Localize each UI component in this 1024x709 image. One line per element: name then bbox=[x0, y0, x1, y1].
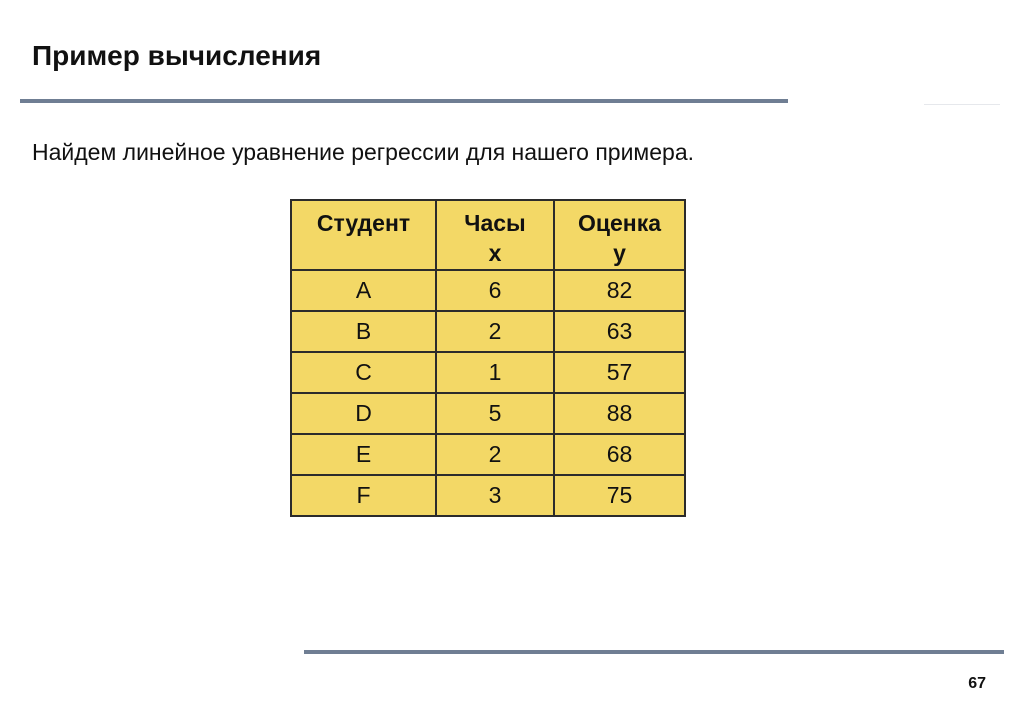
title-divider-faint bbox=[924, 104, 1000, 105]
table-row bbox=[291, 434, 685, 475]
header-hours bbox=[436, 200, 554, 270]
table-row bbox=[291, 270, 685, 311]
student-data-table bbox=[290, 199, 686, 517]
table-row bbox=[291, 352, 685, 393]
page-number: 67 bbox=[968, 675, 986, 692]
cell-grade: 68 bbox=[554, 434, 685, 475]
cell-hours: 1 bbox=[436, 352, 554, 393]
table-row bbox=[291, 311, 685, 352]
header-grade-label: Оценка bbox=[577, 210, 661, 236]
cell-grade: 88 bbox=[554, 393, 685, 434]
header-hours-label: Часы bbox=[464, 210, 526, 236]
cell-student: E bbox=[291, 434, 436, 475]
cell-student: B bbox=[291, 311, 436, 352]
cell-student: A bbox=[291, 270, 436, 311]
cell-student: C bbox=[291, 352, 436, 393]
cell-hours: 2 bbox=[436, 434, 554, 475]
title-divider bbox=[20, 99, 788, 103]
cell-grade: 75 bbox=[554, 475, 685, 516]
header-grade bbox=[554, 200, 685, 270]
cell-grade: 82 bbox=[554, 270, 685, 311]
intro-text: Найдем линейное уравнение регрессии для нашего примера. bbox=[32, 139, 695, 165]
table-row bbox=[291, 475, 685, 516]
cell-hours: 3 bbox=[436, 475, 554, 516]
cell-grade: 57 bbox=[554, 352, 685, 393]
header-student bbox=[291, 200, 436, 270]
cell-hours: 5 bbox=[436, 393, 554, 434]
cell-hours: 2 bbox=[436, 311, 554, 352]
footer-divider bbox=[304, 650, 1004, 654]
cell-student: D bbox=[291, 393, 436, 434]
cell-student: F bbox=[291, 475, 436, 516]
slide-title: Пример вычисления bbox=[32, 40, 322, 71]
cell-grade: 63 bbox=[554, 311, 685, 352]
table-row bbox=[291, 393, 685, 434]
cell-hours: 6 bbox=[436, 270, 554, 311]
table-header-row bbox=[291, 200, 685, 270]
header-grade-variable: y bbox=[613, 240, 626, 266]
header-hours-variable: x bbox=[488, 240, 502, 266]
header-student-label: Студент bbox=[316, 210, 411, 236]
